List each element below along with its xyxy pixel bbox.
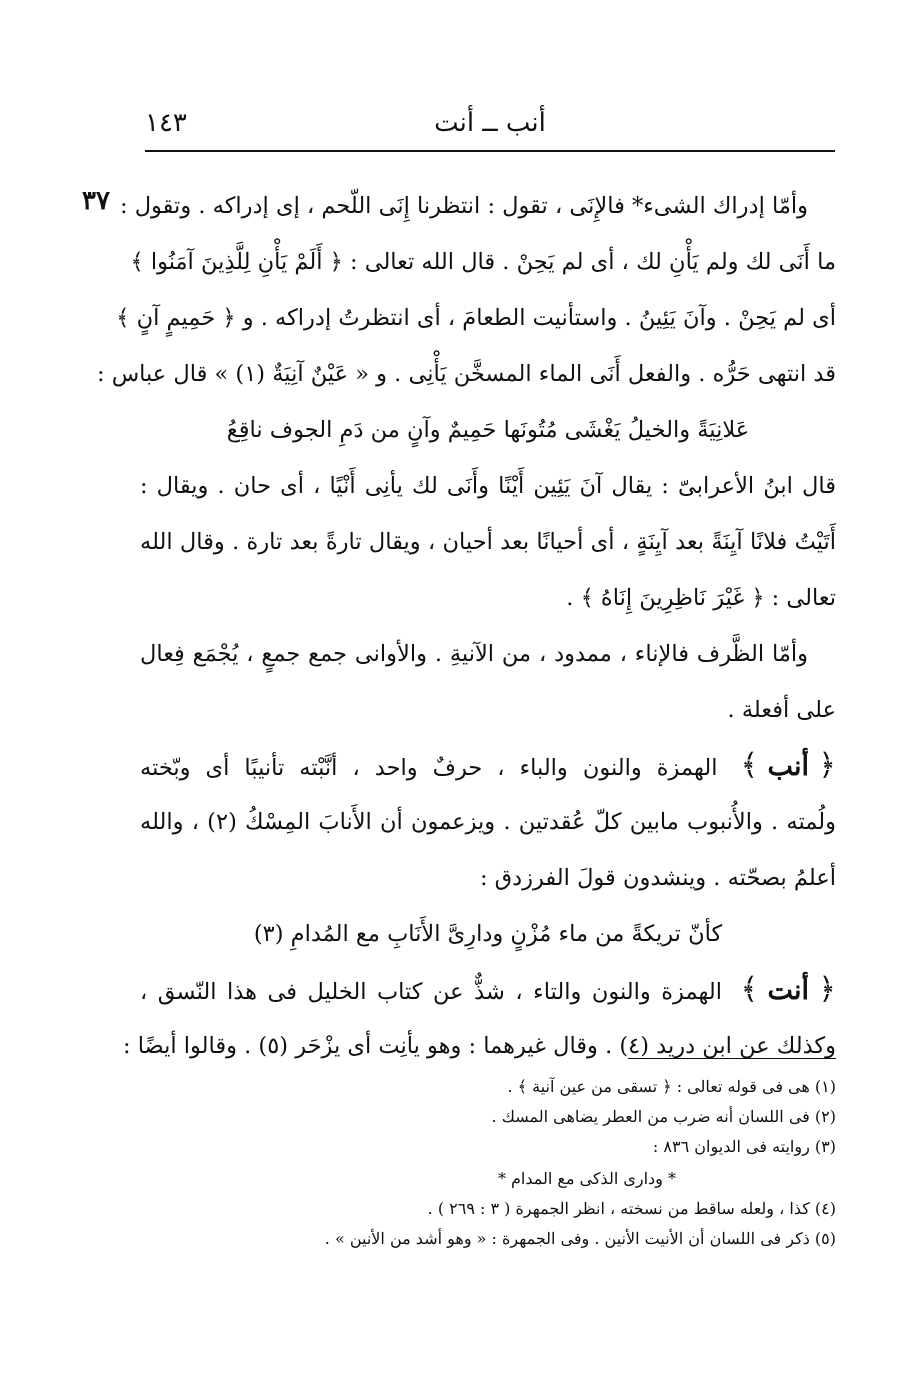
- header-rule: [145, 150, 835, 152]
- text-line: على أفعلة .: [727, 697, 836, 723]
- text-line: أعلمُ بصحّته . وينشدون قولَ الفرزدق :: [479, 865, 836, 891]
- text-line: وكذلك عن ابن دريد (٤) . وقال غيرهما : وهو يأنِت أى يزْحَر (٥) . وقالوا أيضًا :: [122, 1033, 836, 1059]
- text-line: أَتَيْتُ فلانًا آيِنَةً بعد آيِنَةٍ ، أى أحيانًا بعد أحيان ، ويقال تارةً بعد تارة . وقال الله: [140, 529, 836, 555]
- entry-heading-ant: [741, 962, 837, 1019]
- ornate-bracket-open: ﴿: [818, 972, 836, 1007]
- ornate-bracket-close: ﴾: [740, 748, 759, 783]
- text-line: أى لم يَحِنْ . وآنَ يَئِينُ . واستأنيت الطعامَ ، أى انتظرتُ إدراكه . و ﴿ حَمِيمٍ آنٍ ﴾: [116, 305, 836, 331]
- footnote-3-verse: * ودارى الذكى مع المدام *: [497, 1169, 676, 1188]
- footnote-rule: [628, 1058, 836, 1059]
- text-line: قد انتهى حَرُّه . والفعل أَنَى الماء المسخَّن يَأْنِى . و « عَيْنٌ آنِيَةٌ (١) » قال عباس :: [96, 361, 836, 387]
- footnote-2: (٢) فى اللسان أنه ضرب من العطر يضاهى المسك .: [491, 1107, 836, 1126]
- running-title: أنب ــ أنت: [434, 108, 546, 138]
- margin-section-number: ٣٧: [82, 186, 110, 216]
- text-line: ما أَنَى لك ولم يَأْنِ لك ، أى لم يَحِنْ . قال الله تعالى : ﴿ أَلَمْ يَأْنِ لِلَّذِينَ آمَنُوا ﴾: [130, 249, 836, 275]
- entry-line-text: الهمزة والنون والباء ، حرفٌ واحد ، أنَّبْته تأنيبًا أى وبّخته: [140, 755, 718, 781]
- verse-line: عَلانِيَةً والخيلُ يَغْشَى مُتُونَها حَمِيمٌ وآنٍ من دَمِ الجوف ناقِعُ: [226, 417, 750, 443]
- entry-heading-anb: [741, 738, 837, 795]
- footnote-3: (٣) روايته فى الديوان ٨٣٦ :: [652, 1137, 836, 1156]
- entry-line-anb: [140, 738, 836, 794]
- footnote-5: (٥) ذكر فى اللسان أن الأنيت الأنين . وفى الجمهرة : « وهو أشد من الأنين » .: [324, 1229, 836, 1248]
- text-line: وأمّا إدراك الشىء* فالإِنَى ، تقول : انتظرنا إِنَى اللّحم ، إى إدراكه . وتقول :: [119, 193, 808, 219]
- page-header: [145, 108, 835, 144]
- text-line: وأمّا الظَّرف فالإناء ، ممدود ، من الآنيةِ . والأوانى جمع جمعٍ ، يُجْمَع فِعال: [140, 641, 808, 667]
- entry-heading-text: أنت: [767, 975, 810, 1006]
- text-line: قال ابنُ الأعرابىّ : يقال آنَ يَئِين أَيْنًا وأَنَى لك يأنِى أَنْيًا ، أى حان . ويقال :: [140, 473, 836, 499]
- verse-line: كأنّ تريكةً من ماء مُزْنٍ ودارِىَّ الأَنَابِ مع المُدامِ (٣): [253, 921, 723, 947]
- page-number: ١٤٣: [145, 108, 187, 138]
- footnotes: [324, 1072, 836, 1254]
- footnote-1: (١) هى فى قوله تعالى : ﴿ تسقى من عين آنية ﴾ .: [507, 1077, 836, 1096]
- entry-line-text: الهمزة والنون والتاء ، شذٌّ عن كتاب الخليل فى هذا النّسق ،: [140, 979, 722, 1005]
- ornate-bracket-open: ﴿: [818, 748, 836, 783]
- footnote-4: (٤) كذا ، ولعله ساقط من نسخته ، انظر الجمهرة ( ٣ : ٢٦٩ ) .: [427, 1199, 836, 1218]
- entry-heading-text: أنب: [767, 751, 810, 782]
- ornate-bracket-close: ﴾: [740, 972, 759, 1007]
- text-line: تعالى : ﴿ غَيْرَ نَاظِرِينَ إِنَاهُ ﴾ .: [566, 585, 836, 611]
- text-line: ولُمته . والأُنبوب مابين كلّ عُقدتين . ويزعمون أن الأَنابَ المِسْكُ (٢) ، والله: [140, 809, 836, 835]
- entry-line-ant: [140, 962, 836, 1018]
